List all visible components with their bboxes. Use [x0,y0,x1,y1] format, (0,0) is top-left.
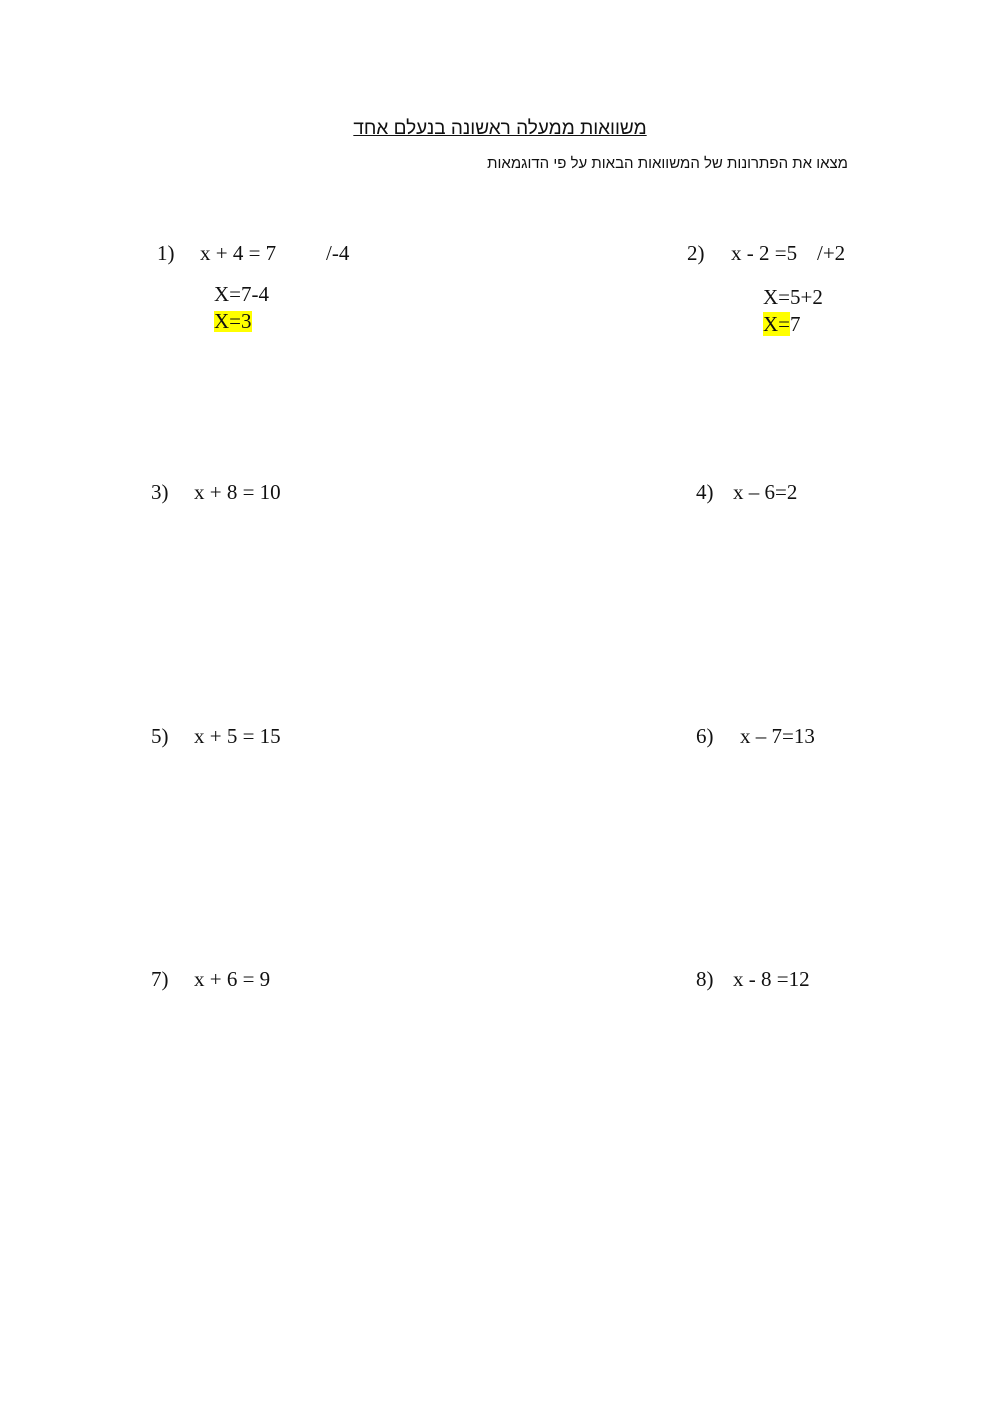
problem-1-operation: /-4 [326,241,350,265]
problem-7-number: 7) [151,967,169,991]
problem-5-number: 5) [151,724,169,748]
problem-2-answer [763,314,801,335]
worksheet-title: משוואות ממעלה ראשונה בנעלם אחד [353,118,647,139]
problem-3-equation: x + 8 = 10 [194,480,281,504]
problem-2-step: X=5+2 [763,285,823,309]
problem-3-number: 3) [151,480,169,504]
problem-7-equation: x + 6 = 9 [194,967,271,991]
problem-6-number: 6) [696,724,714,748]
problem-2-number: 2) [687,241,705,265]
problem-6-equation: x – 7=13 [740,724,815,748]
problem-1-answer: X=3 [214,309,252,333]
problem-4-equation: x – 6=2 [733,480,798,504]
problem-1-equation: x + 4 = 7 [200,241,277,265]
problem-2-equation: x - 2 =5 [731,241,798,265]
worksheet-instructions: מצאו את הפתרונות של המשוואות הבאות על פי הדוגמאות [487,155,848,172]
problem-5-equation: x + 5 = 15 [194,724,281,748]
problem-2-operation: /+2 [817,241,846,265]
problem-4-number: 4) [696,480,714,504]
problem-8-equation: x - 8 =12 [733,967,810,991]
problem-1-number: 1) [157,241,175,265]
problem-8-number: 8) [696,967,714,991]
problem-2-answer-value: 7 [790,312,801,336]
problem-2-answer-highlighted: X= [763,312,791,336]
problem-1-step: X=7-4 [214,282,270,306]
